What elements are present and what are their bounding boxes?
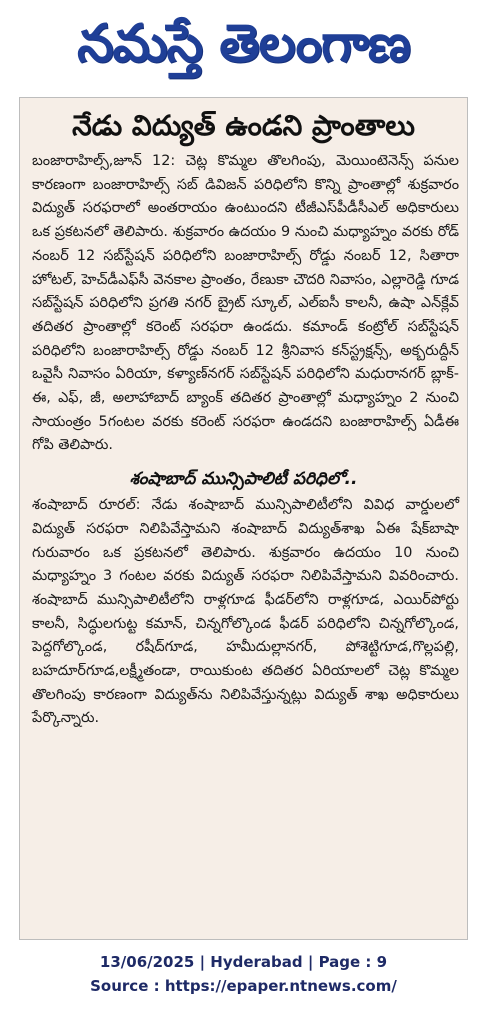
- footer-dateline: 13/06/2025 | Hyderabad | Page : 9: [99, 953, 388, 971]
- article-paragraph-1: బంజారాహిల్స్,జూన్ 12: చెట్ల కొమ్మల తొలగింపు, మెయింటెనెన్స్ పనుల కారణంగా బంజారాహిల్స్ సబ్ డివిజన్ పరిధిలోని కొన్ని ప్రాంతాల్లో శుక్రవారం విద్యుత్ సరఫరాలో అంతరాయం ఉంటుందని టీజీఎస్‌పీడీసీఎల్ అధికారులు ఒక ప్రకటనలో తెలిపారు. శుక్రవారం ఉదయం 9 నుంచి మధ్యాహ్నం వరకు రోడ్ నంబర్ 12 సబ్‌స్టేషన్ పరిధిలోని బంజారాహిల్స్ రోడ్డు నంబర్ 12, సితారా హోటల్, హెచ్‌డీఎఫ్‌సీ వెనకాల ప్రాంతం, రేణుకా చౌదరి నివాసం, ఎల్లారెడ్డి గూడ సబ్‌స్టేషన్ పరిధిలోని ప్రగతి నగర్ బ్రైట్ స్కూల్, ఎల్ఐసీ కాలనీ, ఉషా ఎన్‌క్లేవ్ తదితర ప్రాంతాల్లో కరెంట్ సరఫరా ఉండదు. కమాండ్ కంట్రోల్ సబ్‌స్టేషన్ పరిధిలోని బంజారాహిల్స్ రోడ్డు నంబర్ 12 శ్రీనివాస కన్‌స్ట్రక్షన్స్, అక్బరుద్దీన్ ఒవైసీ నివాసం ఏరియా, కళ్యాణ్‌నగర్ సబ్‌స్టేషన్ పరిధిలోని మధురానగర్ బ్లాక్- ఈ, ఎఫ్, జీ, అలాహాబాద్ బ్యాంక్ తదితర ప్రాంతాల్లో మధ్యాహ్నం 2 నుంచి సాయంత్రం 5గంటల వరకు కరెంట్ సరఫరా ఉండదని బంజారాహిల్స్ ఏడీఈ గోపి తెలిపారు.: [32, 153, 459, 454]
- article-clipping: [19, 97, 468, 940]
- footer: [0, 950, 487, 998]
- footer-source-link[interactable]: Source : https://epaper.ntnews.com/: [90, 977, 397, 995]
- article-subheading: శంషాబాద్ మున్సిపాలిటీ పరిధిలో..: [129, 469, 358, 490]
- masthead-title: నమస్తే తెలంగాణ: [77, 14, 410, 74]
- article-headline: నేడు విద్యుత్ ఉండని ప్రాంతాలు: [72, 109, 415, 142]
- article-paragraph-2: శంషాబాద్ రూరల్: నేడు శంషాబాద్ మున్సిపాలిటీలోని వివిధ వార్డులలో విద్యుత్ సరఫరా నిలిపివేస్తామని శంషాబాద్ విద్యుత్‌శాఖ ఏఈ షేక్‌బాషా గురువారం ఒక ప్రకటనలో తెలిపారు. శుక్రవారం ఉదయం 10 నుంచి మధ్యాహ్నం 3 గంటల వరకు విద్యుత్ సరఫరా నిలిపివేస్తామని వివరించారు. శంషాబాద్ మున్సిపాలిటీలోని రాళ్లగూడ ఫీడర్‌లోని రాళ్లగూడ, ఎయిర్‌పోర్టు కాలనీ, సిద్ధులగుట్ట కమాన్, చిన్నగోల్కొండ ఫీడర్ పరిధిలోని చిన్నగోల్కొండ, పెద్దగోల్కొండ, రషీద్‌గూడ, హమీదుల్లానగర్, పోశెట్టిగూడ,గొల్లపల్లి, బహదూర్‌గూడ,లక్ష్మీతండా, రాయికుంట తదితర ఏరియాలలో చెట్ల కొమ్మల తొలగింపు కారణంగా విద్యుత్‌ను నిలిపివేస్తున్నట్లు విద్యుత్ శాఖ అధికారులు పేర్కొన్నారు.: [32, 497, 459, 727]
- masthead: [0, 0, 487, 88]
